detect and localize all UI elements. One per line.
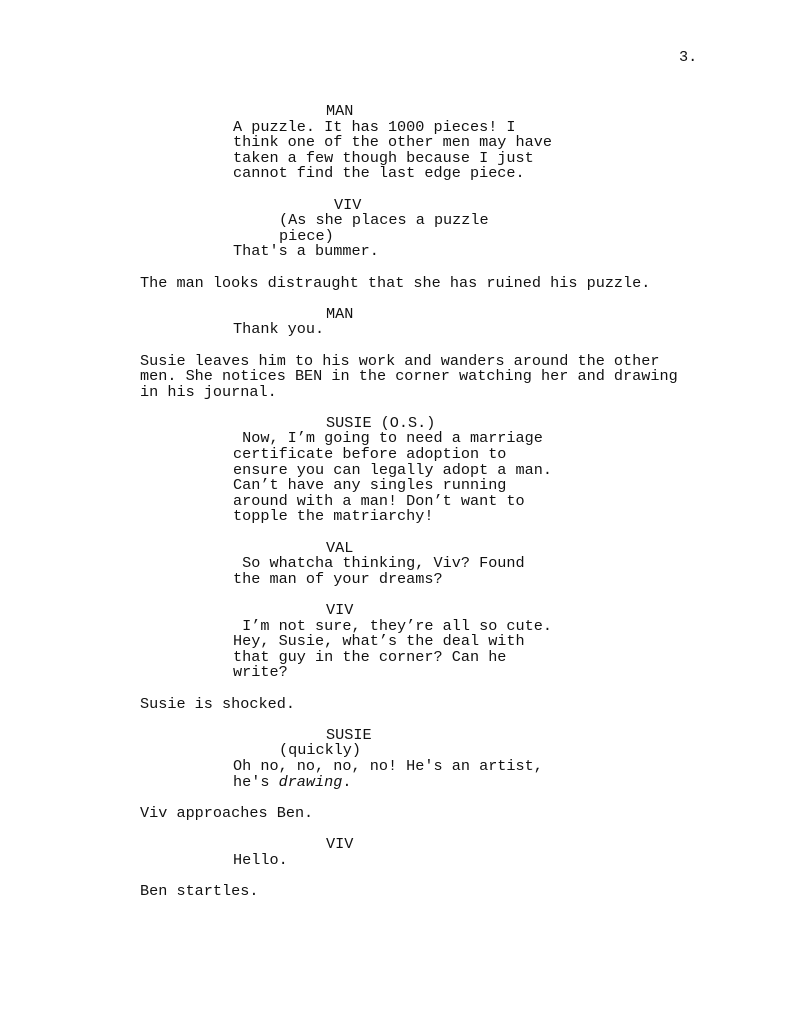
dialogue-line: I’m not sure, they’re all so cute. <box>233 616 552 635</box>
character-name: MAN <box>326 102 354 120</box>
character-name: VIV <box>326 601 354 619</box>
dialogue-line: taken a few though because I just <box>233 148 534 167</box>
blank-line <box>0 790 791 806</box>
dialogue-line: ensure you can legally adopt a man. <box>233 460 552 479</box>
dialogue-line: that guy in the corner? Can he <box>233 647 507 666</box>
dialogue-text: he's <box>233 772 279 791</box>
script-body <box>0 104 791 899</box>
dialogue-line: Now, I’m going to need a marriage <box>233 429 543 448</box>
blank-line <box>0 712 791 728</box>
page-number: 3. <box>679 48 698 66</box>
blank-line <box>0 821 791 837</box>
dialogue-line: the man of your dreams? <box>233 569 443 588</box>
dialogue-line: Hey, Susie, what’s the deal with <box>233 632 525 651</box>
character-name: MAN <box>326 304 354 323</box>
character-name: VIV <box>334 195 362 214</box>
dialogue-line: cannot find the last edge piece. <box>233 164 525 183</box>
action-line: Susie leaves him to his work and wanders around the other <box>140 351 660 370</box>
action-line: in his journal. <box>140 382 277 401</box>
character-name: VIV <box>326 834 354 853</box>
dialogue-line: Hello. <box>233 850 288 869</box>
dialogue-line <box>233 772 791 791</box>
action-line: Susie is shocked. <box>140 694 295 713</box>
dialogue-line: write? <box>233 663 288 682</box>
dialogue-line: topple the matriarchy! <box>233 507 434 526</box>
blank-line <box>0 681 791 697</box>
action-line: The man looks distraught that she has ruined his puzzle. <box>140 273 651 292</box>
parenthetical-line: piece) <box>279 226 334 245</box>
blank-line <box>0 587 791 603</box>
dialogue-line: Can’t have any singles running <box>233 476 507 495</box>
blank-line <box>0 182 791 198</box>
character-name: VAL <box>326 538 354 557</box>
dialogue-line: That's a bummer. <box>233 242 379 261</box>
dialogue-line: Thank you. <box>233 320 325 339</box>
parenthetical-line: (quickly) <box>279 741 362 760</box>
blank-line <box>0 525 791 541</box>
dialogue-line: Oh no, no, no, no! He's an artist, <box>233 756 543 775</box>
dialogue-line: think one of the other men may have <box>233 133 552 152</box>
character-name: SUSIE (O.S.) <box>326 413 436 432</box>
dialogue-emphasis: drawing <box>278 772 343 791</box>
blank-line <box>0 291 791 307</box>
action-line: Ben startles. <box>140 881 259 900</box>
dialogue-text: . <box>342 772 352 791</box>
parenthetical-line: (As she places a puzzle <box>279 211 489 230</box>
action-line: Viv approaches Ben. <box>140 803 314 822</box>
character-name: SUSIE <box>326 725 372 744</box>
dialogue-line: around with a man! Don’t want to <box>233 491 525 510</box>
dialogue-line: A puzzle. It has 1000 pieces! I <box>233 117 516 136</box>
dialogue-line: So whatcha thinking, Viv? Found <box>233 554 525 573</box>
action-line: men. She notices BEN in the corner watching her and drawing <box>140 367 678 386</box>
dialogue-line: certificate before adoption to <box>233 445 507 464</box>
blank-line <box>0 868 791 884</box>
